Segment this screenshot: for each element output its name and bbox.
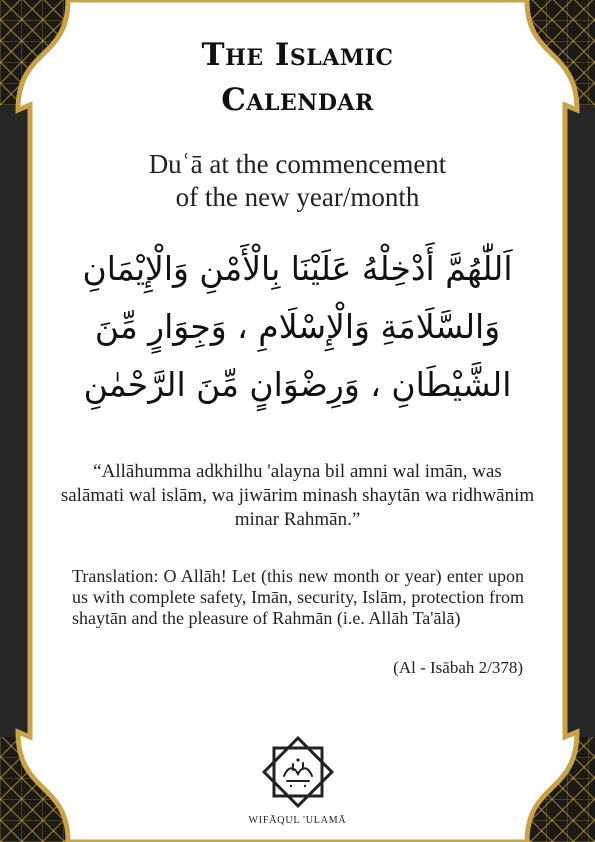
organisation-name: WIFĀQUL 'ULAMĀ [248,815,347,826]
dua-heading-line2: of the new year/month [175,182,420,212]
source-reference: (Al - Isābah 2/378) [393,658,523,677]
page-title-line2: Calendar [221,82,374,118]
wifaqul-ulama-logo-icon [257,736,339,808]
arabic-dua-text: اَللّٰهُمَّ أَدْخِلْهُ عَلَيْنَا بِالْأَمْنِ وَالْإِيْمَانِ وَالسَّلَامَةِ وَالْإِسْلَامِ ، وَجِوَارٍ مِّنَ الشَّيْطَانِ ، وَرِضْوَانٍ مِّنَ الرَّحْمٰنِ [82,249,513,404]
translation-text: Translation: O Allāh! Let (this new month or year) enter upon us with complete safety, Imān, security, Islām, protection from shaytān and the pleasure of Rahmān (i.e. Allāh Ta'ālā) [72,566,524,628]
dua-heading-line1: Duʿā at the commencement [148,149,447,179]
page-title-line1: The Islamic [201,37,394,73]
transliteration-text: “Allāhumma adkhilhu 'alayna bil amni wal imān, was salāmati wal islām, wa jiwārim minash shaytān wa ridhwānim minar Rahmān.” [60,461,535,530]
